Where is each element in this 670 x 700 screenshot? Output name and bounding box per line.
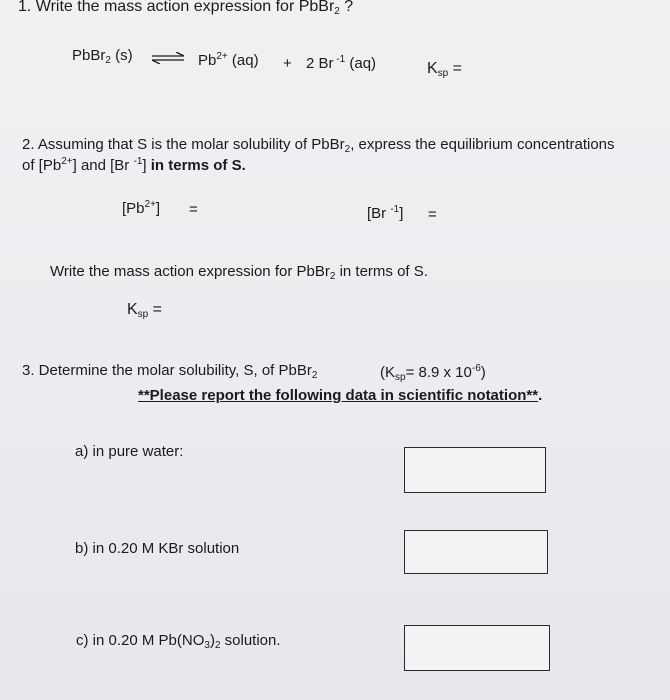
q2-br-concentration-label: [Br $^{-1}$]: [367, 204, 404, 222]
equilibrium-arrow-icon: [150, 52, 186, 64]
q2-prompt-line1: 2. Assuming that S is the molar solubility of PbBr$_2$, express the equilibrium concentrations: [22, 136, 615, 155]
q2-pb-concentration-label: $[Pb^{2+}]$: [122, 199, 161, 217]
q1-plus: +: [283, 55, 292, 72]
q3-part-b-label: b) in 0.20 M KBr solution: [75, 540, 240, 557]
q1-product-br: 2 Br $^{-1}$ (aq): [306, 54, 377, 72]
q3-part-a-answer-box[interactable]: [404, 447, 546, 493]
q2-prompt-line2: of $[Pb^{2+}]$ and [Br $^{-1}$] in terms of S.: [22, 156, 246, 174]
q2-br-equals: =: [428, 206, 437, 223]
q1-ksp-label: $K_{sp}$ =: [427, 60, 463, 79]
q1-reactant: PbBr$_2$ (s): [72, 47, 133, 66]
q3-part-a-label: a) in pure water:: [75, 443, 184, 460]
q3-part-c-answer-box[interactable]: [404, 625, 550, 671]
q3-ksp-value: ($K_{sp}= 8.9$ x $10^{-6}$): [380, 363, 486, 383]
q1-prompt: 1. Write the mass action expression for PbBr$_2$ ?: [18, 0, 354, 17]
q3-prompt: 3. Determine the molar solubility, S, of PbBr$_2$: [22, 362, 318, 381]
q3-part-b-answer-box[interactable]: [404, 530, 548, 574]
q2-pb-equals: =: [189, 201, 198, 218]
q2-ksp-label: $K_{sp}$ =: [127, 301, 163, 320]
q3-part-c-label: c) in 0.20 M $Pb(NO_3)_2$ solution.: [76, 632, 281, 651]
q2-mass-action-prompt: Write the mass action expression for PbBr$_2$ in terms of S.: [50, 263, 428, 282]
q3-scientific-notation-note: **Please report the following data in scientific notation**.: [138, 387, 543, 404]
q1-product-pb: $Pb^{2+}$ (aq): [198, 51, 259, 69]
